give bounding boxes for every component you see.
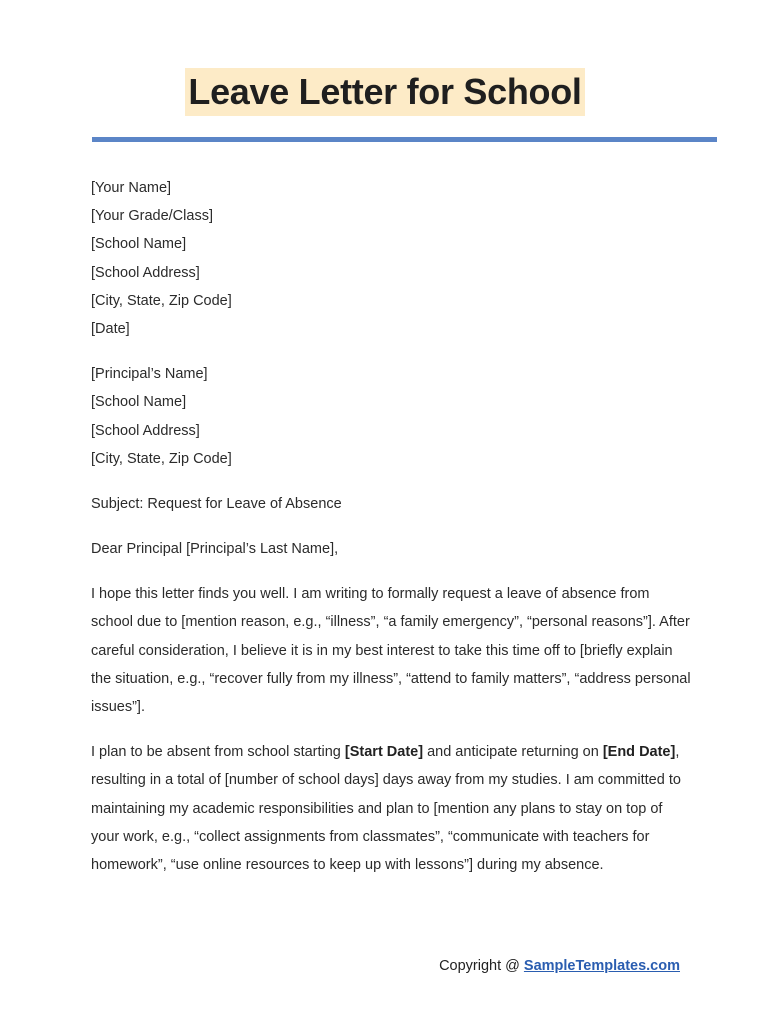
end-date-placeholder: [End Date] [602, 744, 676, 761]
letter-body [91, 174, 691, 879]
page-title: Leave Letter for School [185, 68, 584, 116]
spacer [91, 343, 691, 360]
spacer [91, 721, 691, 738]
sender-name: [Your Name] [91, 180, 172, 196]
sender-grade: [Your Grade/Class] [91, 208, 213, 225]
start-date-placeholder: [Start Date] [344, 744, 424, 761]
spacer [91, 518, 691, 535]
recipient-name: [Principal’s Name] [91, 366, 208, 383]
recipient-address: [School Address] [91, 422, 200, 439]
sampletemplates-link[interactable]: SampleTemplates.com [523, 958, 680, 974]
spacer [91, 473, 691, 490]
title-container [0, 68, 770, 116]
subject-line: Subject: Request for Leave of Absence [91, 495, 342, 512]
paragraph-1: I hope this letter finds you well. I am writing to formally request a leave of absence from school due to [mention reason, e.g., “illness”, “a family emergency”, “personal reasons”]. After careful consideration, I believe it is in my best interest to take this time off to [briefly explain the situation, e.g., “recover fully from my illness”, “attend to family matters”, “address personal issues”]. [91, 586, 691, 716]
sender-city: [City, State, Zip Code] [91, 292, 232, 309]
recipient-city: [City, State, Zip Code] [91, 450, 232, 467]
paragraph-2 [91, 738, 691, 879]
copyright-prefix: Copyright @ [439, 958, 524, 974]
recipient-school: [School Name] [91, 394, 187, 411]
paragraph-2-part-2: and anticipate returning on [423, 744, 603, 761]
sender-school: [School Name] [91, 236, 187, 253]
sender-date: [Date] [91, 320, 130, 337]
paragraph-2-part-1: I plan to be absent from school starting [91, 744, 345, 761]
spacer [91, 563, 691, 580]
sender-block [91, 174, 691, 343]
recipient-block [91, 360, 691, 473]
paragraph-2-part-3: , resulting in a total of [number of school days] days away from my studies. I am committed to maintaining my academic responsibilities and plan to [mention any plans to stay on top of your work, e.g., “collect assignments from classmates”, “communicate with teachers for homework”, “use online resources to keep up with lessons”] during my absence. [91, 744, 681, 874]
salutation: Dear Principal [Principal’s Last Name], [91, 541, 339, 558]
copyright-footer [0, 958, 680, 974]
sender-address: [School Address] [91, 264, 200, 281]
title-divider [92, 137, 717, 142]
